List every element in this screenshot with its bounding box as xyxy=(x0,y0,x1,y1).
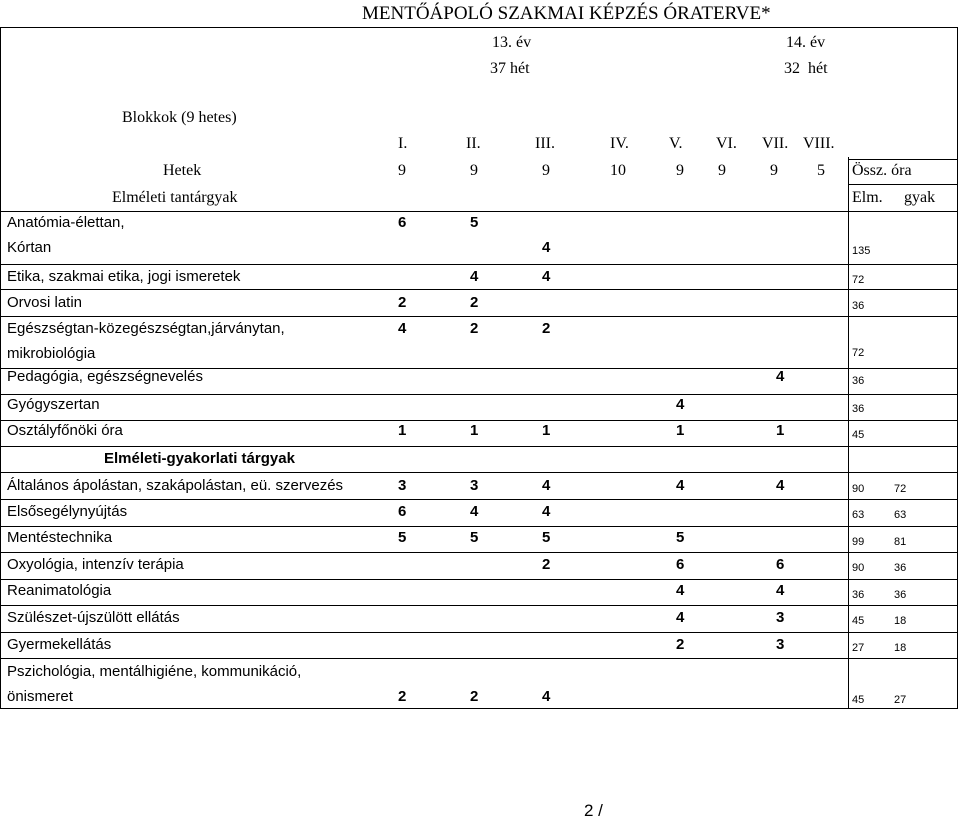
document-title: MENTŐÁPOLÓ SZAKMAI KÉPZÉS ÓRATERVE* xyxy=(362,3,771,24)
elm-column-header: Elm. xyxy=(852,189,883,206)
grid-line xyxy=(0,27,958,28)
weeks-value: 9 xyxy=(470,162,478,179)
hour-value: 4 xyxy=(470,503,479,520)
elm-total: 72 xyxy=(852,274,865,286)
elm-total: 90 xyxy=(852,483,865,495)
grid-line xyxy=(0,394,958,395)
gyak-total: 63 xyxy=(894,509,907,521)
hour-value: 4 xyxy=(542,688,551,705)
row-label: Mentéstechnika xyxy=(7,529,113,546)
row-label: Kórtan xyxy=(7,239,52,256)
grid-line xyxy=(0,552,958,553)
grid-line xyxy=(0,499,958,500)
hour-value: 2 xyxy=(470,294,479,311)
year-14-label: 14. év xyxy=(786,34,826,51)
hour-value: 4 xyxy=(776,368,785,385)
weeks-value: 9 xyxy=(398,162,406,179)
hour-value: 2 xyxy=(470,688,479,705)
grid-line xyxy=(0,632,958,633)
gyak-total: 18 xyxy=(894,615,907,627)
hour-value: 4 xyxy=(542,239,551,256)
elm-total: 90 xyxy=(852,562,865,574)
hour-value: 4 xyxy=(776,477,785,494)
elm-total: 36 xyxy=(852,300,865,312)
hour-value: 2 xyxy=(542,320,551,337)
row-label: önismeret xyxy=(7,688,73,705)
weeks-row-label: Hetek xyxy=(163,162,202,179)
row-label: Szülészet-újszülött ellátás xyxy=(7,609,180,626)
hour-value: 1 xyxy=(542,422,551,439)
year-13-label: 13. év xyxy=(492,34,532,51)
grid-line xyxy=(0,27,1,709)
grid-line xyxy=(0,658,958,659)
hour-value: 4 xyxy=(470,268,479,285)
hour-value: 3 xyxy=(470,477,479,494)
grid-line xyxy=(0,708,958,709)
grid-line xyxy=(0,420,958,421)
row-label: Oxyológia, intenzív terápia xyxy=(7,556,184,573)
weeks-value: 9 xyxy=(770,162,778,179)
grid-line xyxy=(957,27,958,709)
row-label: Osztályfőnöki óra xyxy=(7,422,123,439)
year-13-weeks: 37 hét xyxy=(490,60,530,77)
elm-total: 99 xyxy=(852,536,865,548)
grid-line xyxy=(0,211,958,212)
grid-line xyxy=(0,526,958,527)
hour-value: 4 xyxy=(398,320,407,337)
row-label: Reanimatológia xyxy=(7,582,112,599)
hour-value: 1 xyxy=(676,422,685,439)
block-numeral: VII. xyxy=(762,135,789,152)
hour-value: 4 xyxy=(542,268,551,285)
hour-value: 5 xyxy=(470,529,479,546)
elm-total: 36 xyxy=(852,375,865,387)
hour-value: 2 xyxy=(398,294,407,311)
elm-total: 72 xyxy=(852,347,865,359)
hour-value: 3 xyxy=(776,636,785,653)
weeks-value: 10 xyxy=(610,162,626,179)
hour-value: 6 xyxy=(398,214,407,231)
hour-value: 1 xyxy=(398,422,407,439)
row-label: Orvosi latin xyxy=(7,294,83,311)
hour-value: 6 xyxy=(776,556,785,573)
block-numeral: II. xyxy=(466,135,481,152)
row-label: mikrobiológia xyxy=(7,345,96,362)
hour-value: 4 xyxy=(676,396,685,413)
gyak-total: 72 xyxy=(894,483,907,495)
hour-value: 4 xyxy=(542,477,551,494)
block-numeral: I. xyxy=(398,135,408,152)
row-label: Etika, szakmai etika, jogi ismeretek xyxy=(7,268,241,285)
hour-value: 1 xyxy=(776,422,785,439)
grid-line xyxy=(0,316,958,317)
hour-value: 4 xyxy=(542,503,551,520)
hour-value: 5 xyxy=(542,529,551,546)
page-number: 2 / xyxy=(584,801,603,820)
block-numeral: III. xyxy=(535,135,555,152)
elm-total: 135 xyxy=(852,245,871,257)
hour-value: 4 xyxy=(676,477,685,494)
row-label: Anatómia-élettan, xyxy=(7,214,125,231)
hour-value: 5 xyxy=(398,529,407,546)
weeks-value: 9 xyxy=(718,162,726,179)
block-numeral: IV. xyxy=(610,135,629,152)
row-label: Elsősegélynyújtás xyxy=(7,503,128,520)
grid-line xyxy=(0,264,958,265)
grid-line xyxy=(0,472,958,473)
weeks-value: 9 xyxy=(676,162,684,179)
elm-total: 36 xyxy=(852,589,865,601)
grid-line xyxy=(848,184,958,185)
grid-line xyxy=(0,446,958,447)
gyak-column-header: gyak xyxy=(904,189,936,206)
hour-value: 1 xyxy=(470,422,479,439)
grid-line xyxy=(0,579,958,580)
hour-value: 6 xyxy=(398,503,407,520)
gyak-total: 27 xyxy=(894,694,907,706)
gyak-total: 36 xyxy=(894,589,907,601)
grid-line xyxy=(0,289,958,290)
hour-value: 5 xyxy=(470,214,479,231)
row-label: Gyermekellátás xyxy=(7,636,112,653)
theory-section-heading: Elméleti tantárgyak xyxy=(112,189,238,206)
row-label: Pszichológia, mentálhigiéne, kommunikáció, xyxy=(7,663,302,680)
row-label: Általános ápolástan, szakápolástan, eü. szervezés xyxy=(7,477,344,494)
block-numeral: VI. xyxy=(716,135,737,152)
grid-line xyxy=(848,159,958,160)
total-hours-header: Össz. óra xyxy=(852,162,912,179)
elm-total: 36 xyxy=(852,403,865,415)
hour-value: 4 xyxy=(776,582,785,599)
hour-value: 4 xyxy=(676,582,685,599)
elm-total: 63 xyxy=(852,509,865,521)
practice-section-heading: Elméleti-gyakorlati tárgyak xyxy=(104,450,295,467)
hour-value: 2 xyxy=(542,556,551,573)
hour-value: 6 xyxy=(676,556,685,573)
gyak-total: 81 xyxy=(894,536,907,548)
hour-value: 2 xyxy=(470,320,479,337)
elm-total: 45 xyxy=(852,694,865,706)
blocks-label: Blokkok (9 hetes) xyxy=(122,109,237,126)
weeks-value: 9 xyxy=(542,162,550,179)
elm-total: 27 xyxy=(852,642,865,654)
hour-value: 3 xyxy=(398,477,407,494)
grid-line xyxy=(0,605,958,606)
elm-total: 45 xyxy=(852,615,865,627)
weeks-value: 5 xyxy=(817,162,825,179)
grid-line xyxy=(848,157,849,709)
block-numeral: V. xyxy=(669,135,683,152)
gyak-total: 36 xyxy=(894,562,907,574)
hour-value: 4 xyxy=(676,609,685,626)
row-label: Gyógyszertan xyxy=(7,396,100,413)
year-14-weeks: 32 hét xyxy=(784,60,828,77)
hour-value: 3 xyxy=(776,609,785,626)
hour-value: 2 xyxy=(676,636,685,653)
elm-total: 45 xyxy=(852,429,865,441)
gyak-total: 18 xyxy=(894,642,907,654)
hour-value: 2 xyxy=(398,688,407,705)
row-label: Pedagógia, egészségnevelés xyxy=(7,368,203,385)
row-label: Egészségtan-közegészségtan,járványtan, xyxy=(7,320,285,337)
block-numeral: VIII. xyxy=(803,135,835,152)
hour-value: 5 xyxy=(676,529,685,546)
